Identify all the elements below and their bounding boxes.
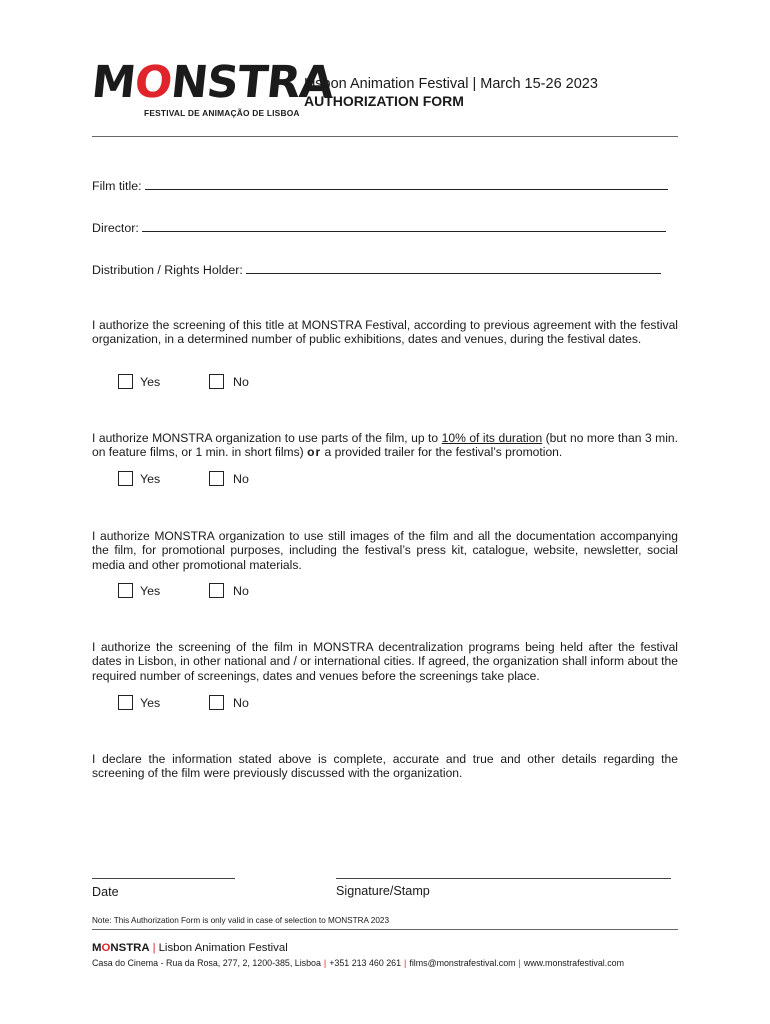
film-title-field[interactable] <box>92 179 668 193</box>
rights-holder-field[interactable] <box>92 263 661 277</box>
validity-note: Note: This Authorization Form is only valid in case of selection to MONSTRA 2023 <box>92 916 390 925</box>
screening-authorization-text: I authorize the screening of this title at MONSTRA Festival, according to previous agreement with the festival organization, in a determined number of public exhibitions, dates and venues, during the festival dates. <box>92 318 678 347</box>
header-divider <box>92 136 678 137</box>
footer-contact: Casa do Cinema - Rua da Rosa, 277, 2, 1200-385, Lisboa | +351 213 460 261 | films@monstrafestival.com | www.monstrafestival.com <box>92 958 624 968</box>
screening-no-label: No <box>233 375 249 389</box>
film-title-label: Film title: <box>92 179 142 193</box>
stills-yes-label: Yes <box>140 584 161 598</box>
excerpts-authorization-text: I authorize MONSTRA organization to use parts of the film, up to 10% of its duration (but no more than 3 min. on feature films, or 1 min. in short films) or a provided trailer for the festival’s promotion. <box>92 431 679 460</box>
date-line[interactable] <box>92 878 235 879</box>
declaration-text: I declare the information stated above is complete, accurate and true and other details regarding the screening of the film were previously discussed with the organization. <box>92 752 678 781</box>
footer-address: Casa do Cinema - Rua da Rosa, 277, 2, 1200-385, Lisboa <box>92 958 321 968</box>
logo-wordmark: MONSTRA <box>89 57 336 108</box>
footer-website[interactable]: www.monstrafestival.com <box>523 958 624 968</box>
excerpts-yes-checkbox[interactable] <box>118 471 133 486</box>
director-line[interactable] <box>142 231 666 232</box>
date-label: Date <box>92 885 119 899</box>
stills-no-checkbox[interactable] <box>209 583 224 598</box>
excerpts-no-label: No <box>233 472 249 486</box>
form-title: AUTHORIZATION FORM <box>304 93 464 109</box>
footer-divider <box>92 929 678 930</box>
signature-label: Signature/Stamp <box>336 884 430 898</box>
film-title-line[interactable] <box>145 189 668 190</box>
stills-no-label: No <box>233 584 249 598</box>
festival-line: Lisbon Animation Festival | March 15-26 2023 <box>304 76 598 92</box>
screening-yes-label: Yes <box>140 375 161 389</box>
decentralization-authorization-text: I authorize the screening of the film in MONSTRA decentralization programs being held after the festival dates in Lisbon, in other national and / or international cities. If agreed, the organization shall inform about the required number of screenings, dates and venues before the screenings take place. <box>92 640 678 683</box>
excerpts-yes-label: Yes <box>140 472 161 486</box>
footer-brand: MONSTRA <box>92 942 150 954</box>
decentralization-no-checkbox[interactable] <box>209 695 224 710</box>
monstra-logo <box>89 57 336 120</box>
rights-holder-label: Distribution / Rights Holder: <box>92 263 243 277</box>
excerpts-no-checkbox[interactable] <box>209 471 224 486</box>
stills-authorization-text: I authorize MONSTRA organization to use still images of the film and all the documentation accompanying the film, for promotional purposes, including the festival’s press kit, catalogue, website, newsletter, social media and other promotional materials. <box>92 529 678 572</box>
signature-line[interactable] <box>336 878 671 879</box>
decentralization-yes-checkbox[interactable] <box>118 695 133 710</box>
footer-title: MONSTRA | Lisbon Animation Festival <box>92 942 288 954</box>
decentralization-yes-label: Yes <box>140 696 161 710</box>
screening-yes-checkbox[interactable] <box>118 374 133 389</box>
director-field[interactable] <box>92 221 666 235</box>
footer-email[interactable]: films@monstrafestival.com <box>409 958 516 968</box>
duration-limit: 10% of its duration <box>441 431 543 445</box>
footer-phone: +351 213 460 261 <box>329 958 402 968</box>
rights-holder-line[interactable] <box>246 273 661 274</box>
screening-no-checkbox[interactable] <box>209 374 224 389</box>
decentralization-no-label: No <box>233 696 249 710</box>
director-label: Director: <box>92 221 139 235</box>
footer-festival: Lisbon Animation Festival <box>158 942 288 954</box>
stills-yes-checkbox[interactable] <box>118 583 133 598</box>
logo-subtitle: FESTIVAL DE ANIMAÇÃO DE LISBOA <box>144 108 300 118</box>
